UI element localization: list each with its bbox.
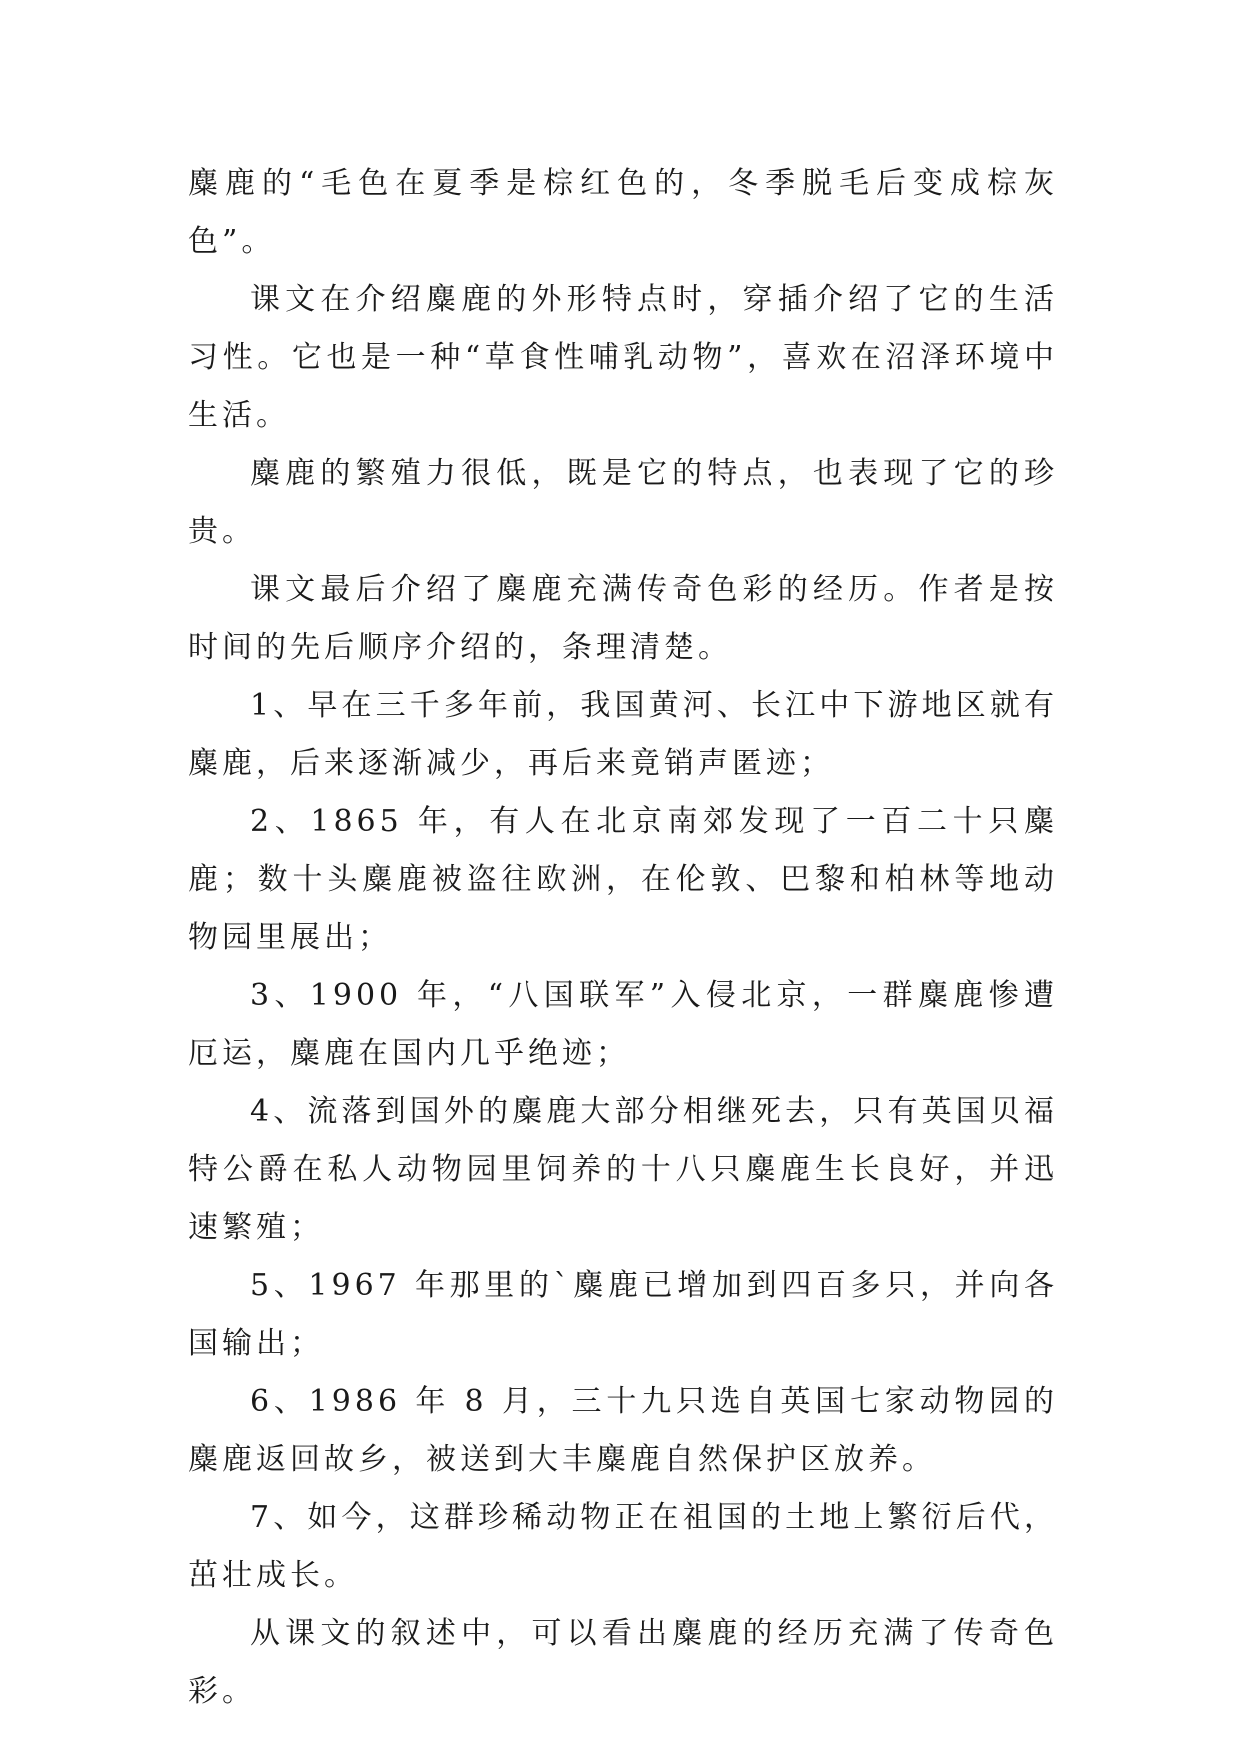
paragraph-11: 7、如今，这群珍稀动物正在祖国的土地上繁衍后代，茁壮成长。 xyxy=(188,1500,1058,1593)
paragraph-5: 1、早在三千多年前，我国黄河、长江中下游地区就有麋鹿，后来逐渐减少，再后来竟销声匿迹； xyxy=(188,688,1058,781)
paragraph-6: 2、1865 年，有人在北京南郊发现了一百二十只麋鹿；数十头麋鹿被盗往欧洲，在伦敦、巴黎和柏林等地动物园里展出； xyxy=(188,804,1058,955)
paragraph-2: 课文在介绍麋鹿的外形特点时，穿插介绍了它的生活习性。它也是一种“草食性哺乳动物”，喜欢在沼泽环境中生活。 xyxy=(188,282,1058,433)
paragraph-10: 6、1986 年 8 月，三十九只选自英国七家动物园的麋鹿返回故乡，被送到大丰麋鹿自然保护区放养。 xyxy=(188,1384,1058,1477)
paragraph-3: 麋鹿的繁殖力很低，既是它的特点，也表现了它的珍贵。 xyxy=(188,456,1058,549)
paragraph-9: 5、1967 年那里的`麋鹿已增加到四百多只，并向各国输出； xyxy=(188,1268,1058,1361)
paragraph-12: 从课文的叙述中，可以看出麋鹿的经历充满了传奇色彩。 xyxy=(188,1616,1058,1709)
paragraph-7: 3、1900 年，“八国联军”入侵北京，一群麋鹿惨遭厄运，麋鹿在国内几乎绝迹； xyxy=(188,978,1058,1071)
paragraph-1: 麋鹿的“毛色在夏季是棕红色的，冬季脱毛后变成棕灰色”。 xyxy=(188,166,1058,259)
document-page xyxy=(188,155,1058,1721)
paragraph-8: 4、流落到国外的麋鹿大部分相继死去，只有英国贝福特公爵在私人动物园里饲养的十八只麋鹿生长良好，并迅速繁殖； xyxy=(188,1094,1058,1245)
paragraph-4: 课文最后介绍了麋鹿充满传奇色彩的经历。作者是按时间的先后顺序介绍的，条理清楚。 xyxy=(188,572,1058,665)
